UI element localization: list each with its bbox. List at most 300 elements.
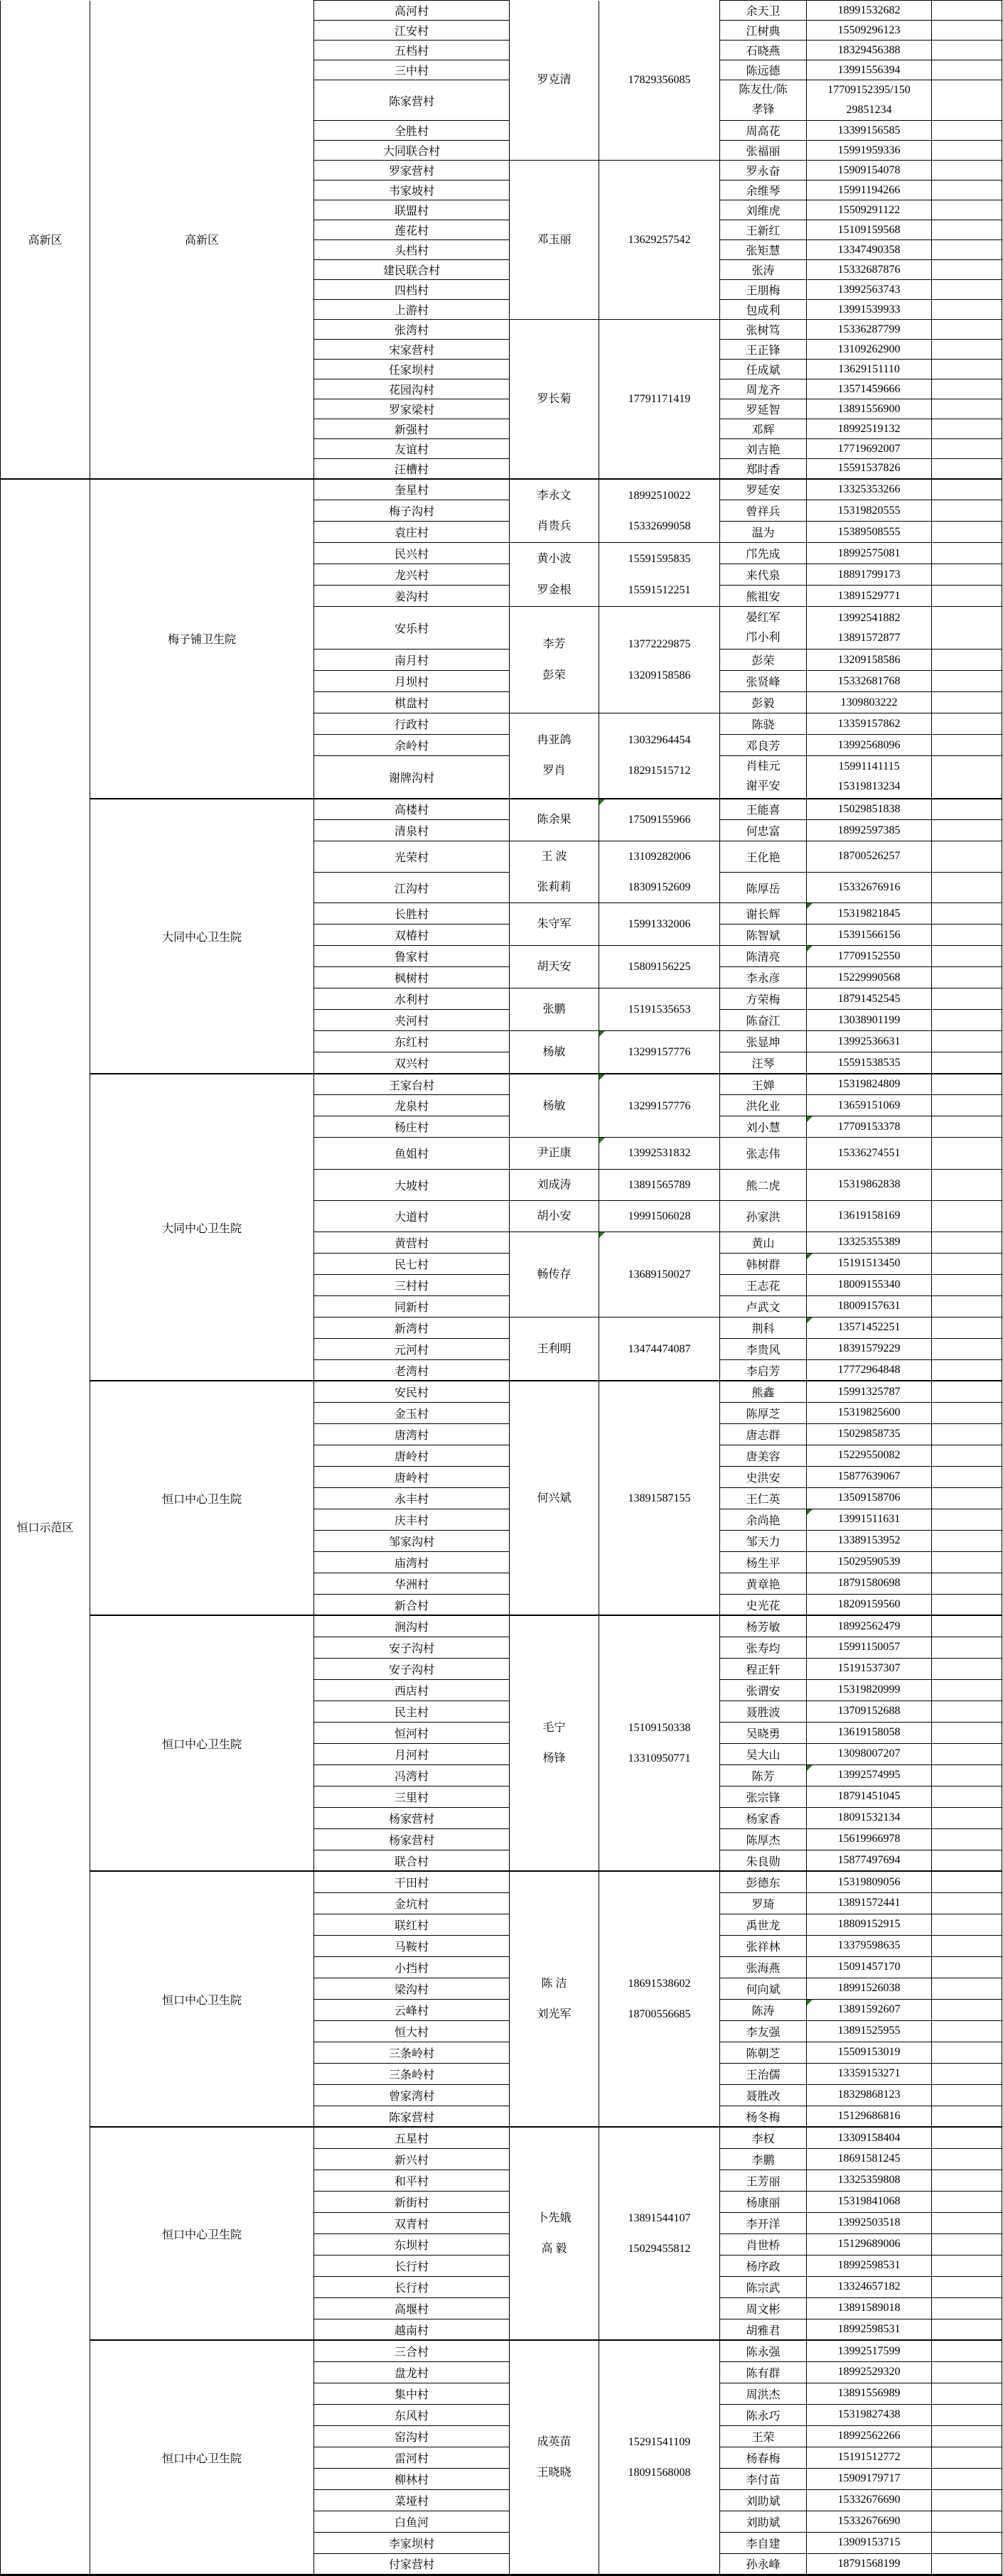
village-cell[interactable]: 宋家营村 — [314, 340, 510, 360]
contact-phone-cell[interactable]: 15319820999 — [807, 1679, 932, 1701]
contact-name-cell[interactable]: 孙永峰 — [720, 2553, 807, 2575]
contact-phone-cell[interactable]: 18991532682 — [807, 1, 932, 21]
empty-cell[interactable] — [932, 240, 1002, 260]
contact-phone-cell[interactable]: 18791452545 — [807, 988, 932, 1010]
lead-phone-cell[interactable] — [599, 2127, 720, 2340]
empty-cell[interactable] — [932, 1999, 1002, 2020]
health-center-cell[interactable]: 恒口中心卫生院 — [90, 2340, 314, 2575]
lead-phone-cell[interactable] — [599, 1074, 720, 1138]
village-cell[interactable]: 余岭村 — [314, 735, 510, 756]
empty-cell[interactable] — [932, 80, 1002, 121]
village-cell[interactable]: 杨家营村 — [314, 1828, 510, 1850]
contact-phone-cell[interactable]: 15391566156 — [807, 925, 932, 946]
contact-phone-cell[interactable]: 18791568199 — [807, 2553, 932, 2575]
contact-name-cell[interactable]: 刘小慧 — [720, 1116, 807, 1138]
contact-phone-cell[interactable] — [807, 756, 932, 799]
contact-phone-cell[interactable]: 15029858735 — [807, 1423, 932, 1445]
contact-name-cell[interactable]: 唐志群 — [720, 1423, 807, 1445]
contact-phone-cell[interactable]: 17709152550 — [807, 946, 932, 967]
village-cell[interactable]: 永丰村 — [314, 1487, 510, 1509]
lead-phone-cell[interactable] — [599, 841, 720, 903]
contact-phone-cell[interactable]: 15319862838 — [807, 1169, 932, 1200]
contact-phone-cell[interactable]: 13891529771 — [807, 586, 932, 607]
empty-cell[interactable] — [932, 1594, 1002, 1615]
village-cell[interactable]: 唐岭村 — [314, 1445, 510, 1466]
contact-name-cell[interactable]: 张福丽 — [720, 141, 807, 161]
contact-name-cell[interactable]: 李付苗 — [720, 2468, 807, 2489]
contact-phone-cell[interactable]: 15336274551 — [807, 1138, 932, 1169]
village-cell[interactable]: 干田村 — [314, 1871, 510, 1892]
empty-cell[interactable] — [932, 1807, 1002, 1828]
contact-phone-cell[interactable] — [807, 80, 932, 121]
contact-phone-cell[interactable]: 13992568096 — [807, 735, 932, 756]
contact-name-cell[interactable]: 陈清亮 — [720, 946, 807, 967]
contact-phone-cell[interactable]: 15319824809 — [807, 1074, 932, 1095]
village-cell[interactable]: 高楼村 — [314, 799, 510, 820]
contact-phone-cell[interactable]: 15091457170 — [807, 1956, 932, 1978]
village-cell[interactable]: 联合村 — [314, 1850, 510, 1871]
empty-cell[interactable] — [932, 1138, 1002, 1169]
contact-name-cell[interactable]: 王荣 — [720, 2425, 807, 2447]
contact-name-cell[interactable]: 罗琦 — [720, 1892, 807, 1914]
village-cell[interactable]: 民主村 — [314, 1701, 510, 1722]
contact-name-cell[interactable]: 王婵 — [720, 1074, 807, 1095]
village-cell[interactable]: 曾家湾村 — [314, 2084, 510, 2106]
lead-contact-cell[interactable] — [510, 2127, 599, 2340]
contact-phone-cell[interactable]: 15191513450 — [807, 1253, 932, 1274]
contact-phone-cell[interactable]: 13509158706 — [807, 1487, 932, 1509]
contact-name-cell[interactable]: 荆科 — [720, 1317, 807, 1338]
empty-cell[interactable] — [932, 260, 1002, 280]
empty-cell[interactable] — [932, 2553, 1002, 2575]
contact-phone-cell[interactable]: 18091532134 — [807, 1807, 932, 1828]
village-cell[interactable]: 罗家梁村 — [314, 399, 510, 419]
contact-name-cell[interactable]: 任成斌 — [720, 360, 807, 379]
village-cell[interactable]: 鲁家村 — [314, 946, 510, 967]
contact-name-cell[interactable]: 方荣梅 — [720, 988, 807, 1010]
village-cell[interactable]: 光荣村 — [314, 841, 510, 873]
village-cell[interactable]: 双椿村 — [314, 925, 510, 946]
contact-phone-cell[interactable]: 13347490358 — [807, 240, 932, 260]
empty-cell[interactable] — [932, 340, 1002, 360]
contact-phone-cell[interactable]: 13991511631 — [807, 1509, 932, 1530]
empty-cell[interactable] — [932, 756, 1002, 799]
contact-phone-cell[interactable]: 18329456388 — [807, 41, 932, 60]
empty-cell[interactable] — [932, 1892, 1002, 1914]
contact-name-cell[interactable]: 吴晓勇 — [720, 1722, 807, 1743]
empty-cell[interactable] — [932, 1786, 1002, 1807]
lead-phone-cell[interactable] — [599, 1615, 720, 1871]
empty-cell[interactable] — [932, 399, 1002, 419]
village-cell[interactable]: 老湾村 — [314, 1359, 510, 1381]
village-cell[interactable]: 任家坝村 — [314, 360, 510, 379]
contact-phone-cell[interactable]: 18992598531 — [807, 2255, 932, 2276]
contact-phone-cell[interactable]: 13379598635 — [807, 1935, 932, 1956]
contact-name-cell[interactable]: 陈朝芝 — [720, 2042, 807, 2063]
village-cell[interactable]: 大坡村 — [314, 1169, 510, 1200]
contact-name-cell[interactable]: 陈厚杰 — [720, 1828, 807, 1850]
empty-cell[interactable] — [932, 360, 1002, 379]
empty-cell[interactable] — [932, 1573, 1002, 1594]
contact-name-cell[interactable] — [720, 80, 807, 121]
empty-cell[interactable] — [932, 522, 1002, 543]
village-cell[interactable]: 集中村 — [314, 2383, 510, 2404]
empty-cell[interactable] — [932, 1200, 1002, 1232]
contact-name-cell[interactable]: 吴大山 — [720, 1743, 807, 1764]
lead-contact-cell[interactable] — [510, 1232, 599, 1317]
empty-cell[interactable] — [932, 2042, 1002, 2063]
contact-name-cell[interactable]: 韩树群 — [720, 1253, 807, 1274]
lead-phone-cell[interactable] — [599, 988, 720, 1031]
village-cell[interactable]: 南月村 — [314, 650, 510, 671]
contact-name-cell[interactable]: 陈宗武 — [720, 2276, 807, 2297]
lead-phone-cell[interactable] — [599, 1871, 720, 2127]
contact-name-cell[interactable]: 卢武文 — [720, 1295, 807, 1317]
empty-cell[interactable] — [932, 735, 1002, 756]
contact-phone-cell[interactable]: 18992529320 — [807, 2361, 932, 2383]
village-cell[interactable]: 花园沟村 — [314, 379, 510, 399]
contact-phone-cell[interactable]: 18700526257 — [807, 841, 932, 873]
contact-name-cell[interactable]: 程正轩 — [720, 1658, 807, 1679]
contact-name-cell[interactable]: 刘吉艳 — [720, 439, 807, 459]
contact-phone-cell[interactable]: 15332676690 — [807, 2511, 932, 2532]
empty-cell[interactable] — [932, 1743, 1002, 1764]
contact-name-cell[interactable]: 王化艳 — [720, 841, 807, 873]
village-cell[interactable]: 元河村 — [314, 1338, 510, 1359]
contact-name-cell[interactable]: 孙家洪 — [720, 1200, 807, 1232]
contact-name-cell[interactable]: 张志伟 — [720, 1138, 807, 1169]
empty-cell[interactable] — [932, 1658, 1002, 1679]
empty-cell[interactable] — [932, 692, 1002, 713]
empty-cell[interactable] — [932, 671, 1002, 692]
contact-name-cell[interactable]: 彭德东 — [720, 1871, 807, 1892]
village-cell[interactable]: 江安村 — [314, 21, 510, 41]
contact-name-cell[interactable]: 李永彦 — [720, 967, 807, 988]
district-cell[interactable]: 恒口示范区 — [1, 479, 90, 2575]
contact-phone-cell[interactable]: 18329868123 — [807, 2084, 932, 2106]
contact-name-cell[interactable] — [720, 607, 807, 650]
empty-cell[interactable] — [932, 1956, 1002, 1978]
village-cell[interactable]: 头档村 — [314, 240, 510, 260]
district-cell[interactable]: 高新区 — [1, 1, 90, 479]
contact-name-cell[interactable]: 陈永强 — [720, 2340, 807, 2361]
contact-name-cell[interactable]: 陈有群 — [720, 2361, 807, 2383]
village-cell[interactable]: 全胜村 — [314, 121, 510, 141]
contact-name-cell[interactable]: 何向斌 — [720, 1978, 807, 1999]
empty-cell[interactable] — [932, 820, 1002, 841]
lead-contact-cell[interactable] — [510, 1615, 599, 1871]
contact-name-cell[interactable]: 郑时香 — [720, 459, 807, 479]
village-cell[interactable]: 上游村 — [314, 300, 510, 320]
empty-cell[interactable] — [932, 1274, 1002, 1295]
empty-cell[interactable] — [932, 1423, 1002, 1445]
village-cell[interactable]: 小挡村 — [314, 1956, 510, 1978]
village-cell[interactable]: 付家营村 — [314, 2553, 510, 2575]
lead-contact-cell[interactable] — [510, 161, 599, 320]
contact-phone-cell[interactable]: 18009157631 — [807, 1295, 932, 1317]
contact-phone-cell[interactable]: 13038901199 — [807, 1010, 932, 1031]
contact-phone-cell[interactable]: 1309803222 — [807, 692, 932, 713]
contact-phone-cell[interactable]: 18691581245 — [807, 2148, 932, 2170]
empty-cell[interactable] — [932, 903, 1002, 925]
contact-phone-cell[interactable]: 18992575081 — [807, 543, 932, 564]
contact-phone-cell[interactable]: 15991194266 — [807, 180, 932, 200]
village-cell[interactable]: 三条岭村 — [314, 2042, 510, 2063]
village-cell[interactable]: 枫树村 — [314, 967, 510, 988]
contact-name-cell[interactable]: 刘助斌 — [720, 2511, 807, 2532]
contact-phone-cell[interactable]: 13991556394 — [807, 60, 932, 80]
empty-cell[interactable] — [932, 439, 1002, 459]
contact-phone-cell[interactable]: 13571452251 — [807, 1317, 932, 1338]
health-center-cell[interactable]: 梅子铺卫生院 — [90, 479, 314, 799]
contact-phone-cell[interactable]: 15191512772 — [807, 2447, 932, 2468]
empty-cell[interactable] — [932, 1615, 1002, 1637]
lead-phone-cell[interactable] — [599, 799, 720, 841]
empty-cell[interactable] — [932, 1095, 1002, 1116]
empty-cell[interactable] — [932, 967, 1002, 988]
contact-phone-cell[interactable]: 13659151069 — [807, 1095, 932, 1116]
contact-name-cell[interactable]: 温为 — [720, 522, 807, 543]
contact-name-cell[interactable]: 朱良勋 — [720, 1850, 807, 1871]
village-cell[interactable]: 雷河村 — [314, 2447, 510, 2468]
lead-phone-cell[interactable] — [599, 1232, 720, 1317]
contact-phone-cell[interactable]: 15129686816 — [807, 2106, 932, 2127]
contact-name-cell[interactable]: 李贵风 — [720, 1338, 807, 1359]
empty-cell[interactable] — [932, 2276, 1002, 2297]
contact-phone-cell[interactable]: 13325359808 — [807, 2170, 932, 2191]
contact-phone-cell[interactable]: 18391579229 — [807, 1338, 932, 1359]
village-cell[interactable]: 四档村 — [314, 280, 510, 300]
village-cell[interactable]: 高河村 — [314, 1, 510, 21]
contact-name-cell[interactable]: 陈智斌 — [720, 925, 807, 946]
contact-phone-cell[interactable]: 15909154078 — [807, 161, 932, 180]
village-cell[interactable]: 杨家营村 — [314, 1807, 510, 1828]
village-cell[interactable]: 云峰村 — [314, 1999, 510, 2020]
empty-cell[interactable] — [932, 2106, 1002, 2127]
contact-name-cell[interactable]: 唐美容 — [720, 1445, 807, 1466]
village-cell[interactable]: 安子沟村 — [314, 1658, 510, 1679]
empty-cell[interactable] — [932, 479, 1002, 500]
contact-phone-cell[interactable]: 15991325787 — [807, 1381, 932, 1402]
contact-name-cell[interactable]: 余维琴 — [720, 180, 807, 200]
contact-phone-cell[interactable]: 13359157862 — [807, 713, 932, 735]
empty-cell[interactable] — [932, 459, 1002, 479]
contact-name-cell[interactable]: 陈骁 — [720, 713, 807, 735]
contact-name-cell[interactable]: 邹天力 — [720, 1530, 807, 1551]
village-cell[interactable]: 安乐村 — [314, 607, 510, 650]
contact-phone-cell[interactable]: 18891799173 — [807, 564, 932, 586]
village-cell[interactable]: 月坝村 — [314, 671, 510, 692]
village-cell[interactable]: 恒河村 — [314, 1722, 510, 1743]
empty-cell[interactable] — [932, 713, 1002, 735]
contact-phone-cell[interactable]: 13891592607 — [807, 1999, 932, 2020]
contact-phone-cell[interactable]: 15229550082 — [807, 1445, 932, 1466]
empty-cell[interactable] — [932, 564, 1002, 586]
village-cell[interactable]: 王家台村 — [314, 1074, 510, 1095]
contact-name-cell[interactable]: 张海燕 — [720, 1956, 807, 1978]
empty-cell[interactable] — [932, 2489, 1002, 2511]
village-cell[interactable]: 李家坝村 — [314, 2532, 510, 2553]
empty-cell[interactable] — [932, 925, 1002, 946]
empty-cell[interactable] — [932, 2468, 1002, 2489]
health-center-cell[interactable]: 大同中心卫生院 — [90, 799, 314, 1074]
empty-cell[interactable] — [932, 419, 1002, 439]
contact-phone-cell[interactable]: 13389153952 — [807, 1530, 932, 1551]
empty-cell[interactable] — [932, 1850, 1002, 1871]
contact-name-cell[interactable]: 余天卫 — [720, 1, 807, 21]
contact-phone-cell[interactable]: 15332687876 — [807, 260, 932, 280]
village-cell[interactable]: 大同联合村 — [314, 141, 510, 161]
contact-phone-cell[interactable]: 13629151110 — [807, 360, 932, 379]
empty-cell[interactable] — [932, 1317, 1002, 1338]
empty-cell[interactable] — [932, 2297, 1002, 2319]
lead-contact-cell[interactable] — [510, 903, 599, 946]
empty-cell[interactable] — [932, 2191, 1002, 2212]
empty-cell[interactable] — [932, 1445, 1002, 1466]
village-cell[interactable]: 三里村 — [314, 1786, 510, 1807]
health-center-cell[interactable]: 高新区 — [90, 1, 314, 479]
contact-phone-cell[interactable]: 13619158058 — [807, 1722, 932, 1743]
contact-phone-cell[interactable]: 13891556900 — [807, 399, 932, 419]
empty-cell[interactable] — [932, 320, 1002, 340]
contact-name-cell[interactable]: 李启芳 — [720, 1359, 807, 1381]
contact-phone-cell[interactable]: 15332676916 — [807, 872, 932, 903]
contact-name-cell[interactable]: 熊鑫 — [720, 1381, 807, 1402]
village-cell[interactable]: 窑沟村 — [314, 2425, 510, 2447]
empty-cell[interactable] — [932, 1381, 1002, 1402]
health-center-cell[interactable]: 恒口中心卫生院 — [90, 1615, 314, 1871]
contact-phone-cell[interactable]: 13399156585 — [807, 121, 932, 141]
contact-phone-cell[interactable]: 15191537307 — [807, 1658, 932, 1679]
lead-phone-cell[interactable] — [599, 1138, 720, 1169]
contact-name-cell[interactable]: 邓辉 — [720, 419, 807, 439]
empty-cell[interactable] — [932, 21, 1002, 41]
empty-cell[interactable] — [932, 799, 1002, 820]
village-cell[interactable]: 五档村 — [314, 41, 510, 60]
contact-name-cell[interactable]: 黄山 — [720, 1232, 807, 1253]
empty-cell[interactable] — [932, 1914, 1002, 1935]
contact-name-cell[interactable]: 刘维虎 — [720, 200, 807, 220]
contact-name-cell[interactable]: 王治儒 — [720, 2063, 807, 2084]
lead-contact-cell[interactable] — [510, 1871, 599, 2127]
village-cell[interactable]: 三村村 — [314, 1274, 510, 1295]
village-cell[interactable]: 友谊村 — [314, 439, 510, 459]
village-cell[interactable]: 庙湾村 — [314, 1551, 510, 1573]
contact-phone-cell[interactable]: 15029851838 — [807, 799, 932, 820]
village-cell[interactable]: 白鱼河 — [314, 2511, 510, 2532]
contact-phone-cell[interactable]: 13992536631 — [807, 1031, 932, 1052]
lead-contact-cell[interactable] — [510, 1317, 599, 1381]
contact-name-cell[interactable]: 杨冬梅 — [720, 2106, 807, 2127]
lead-contact-cell[interactable] — [510, 1169, 599, 1200]
contact-name-cell[interactable]: 张祥林 — [720, 1935, 807, 1956]
village-cell[interactable]: 新合村 — [314, 1594, 510, 1615]
empty-cell[interactable] — [932, 543, 1002, 564]
empty-cell[interactable] — [932, 586, 1002, 607]
village-cell[interactable]: 同新村 — [314, 1295, 510, 1317]
village-cell[interactable]: 高堰村 — [314, 2297, 510, 2319]
lead-contact-cell[interactable] — [510, 1138, 599, 1169]
empty-cell[interactable] — [932, 121, 1002, 141]
contact-name-cell[interactable]: 周洪杰 — [720, 2383, 807, 2404]
contact-name-cell[interactable]: 周高花 — [720, 121, 807, 141]
empty-cell[interactable] — [932, 1764, 1002, 1786]
empty-cell[interactable] — [932, 1253, 1002, 1274]
contact-phone-cell[interactable]: 13909153715 — [807, 2532, 932, 2553]
empty-cell[interactable] — [932, 280, 1002, 300]
empty-cell[interactable] — [932, 2148, 1002, 2170]
empty-cell[interactable] — [932, 1116, 1002, 1138]
contact-phone-cell[interactable]: 13891525955 — [807, 2020, 932, 2042]
village-cell[interactable]: 梁沟村 — [314, 1978, 510, 1999]
lead-phone-cell[interactable] — [599, 713, 720, 799]
contact-name-cell[interactable]: 江树典 — [720, 21, 807, 41]
contact-name-cell[interactable]: 彭毅 — [720, 692, 807, 713]
village-cell[interactable]: 夹河村 — [314, 1010, 510, 1031]
health-center-cell[interactable]: 恒口中心卫生院 — [90, 1871, 314, 2127]
lead-contact-cell[interactable] — [510, 713, 599, 799]
contact-name-cell[interactable]: 张宗锋 — [720, 1786, 807, 1807]
empty-cell[interactable] — [932, 2063, 1002, 2084]
empty-cell[interactable] — [932, 1828, 1002, 1850]
contact-name-cell[interactable]: 熊祖安 — [720, 586, 807, 607]
contact-phone-cell[interactable]: 18992562266 — [807, 2425, 932, 2447]
empty-cell[interactable] — [932, 2084, 1002, 2106]
empty-cell[interactable] — [932, 2170, 1002, 2191]
contact-phone-cell[interactable]: 13309158404 — [807, 2127, 932, 2148]
village-cell[interactable]: 长胜村 — [314, 903, 510, 925]
lead-phone-cell[interactable] — [599, 2340, 720, 2575]
empty-cell[interactable] — [932, 1637, 1002, 1658]
contact-name-cell[interactable]: 周龙齐 — [720, 379, 807, 399]
contact-name-cell[interactable]: 杨序政 — [720, 2255, 807, 2276]
contact-phone-cell[interactable]: 15129689006 — [807, 2233, 932, 2255]
contact-phone-cell[interactable]: 15389508555 — [807, 522, 932, 543]
lead-phone-cell[interactable] — [599, 543, 720, 607]
contact-phone-cell[interactable]: 15509296123 — [807, 21, 932, 41]
contact-name-cell[interactable]: 史洪安 — [720, 1466, 807, 1487]
contact-name-cell[interactable]: 谢长辉 — [720, 903, 807, 925]
village-cell[interactable]: 联红村 — [314, 1914, 510, 1935]
contact-phone-cell[interactable]: 13891572441 — [807, 1892, 932, 1914]
contact-phone-cell[interactable]: 15319841068 — [807, 2191, 932, 2212]
lead-contact-cell[interactable] — [510, 1031, 599, 1074]
lead-contact-cell[interactable] — [510, 2340, 599, 2575]
lead-contact-cell[interactable] — [510, 946, 599, 988]
contact-name-cell[interactable]: 陈厚芝 — [720, 1402, 807, 1423]
contact-phone-cell[interactable]: 18809152915 — [807, 1914, 932, 1935]
lead-contact-cell[interactable] — [510, 1, 599, 161]
contact-phone-cell[interactable]: 15877639067 — [807, 1466, 932, 1487]
village-cell[interactable]: 汪槽村 — [314, 459, 510, 479]
lead-phone-cell[interactable] — [599, 1381, 720, 1615]
village-cell[interactable]: 双青村 — [314, 2212, 510, 2233]
village-cell[interactable]: 邹家沟村 — [314, 1530, 510, 1551]
village-cell[interactable]: 三中村 — [314, 60, 510, 80]
contact-name-cell[interactable]: 陈远德 — [720, 60, 807, 80]
empty-cell[interactable] — [932, 1487, 1002, 1509]
empty-cell[interactable] — [932, 161, 1002, 180]
empty-cell[interactable] — [932, 200, 1002, 220]
contact-phone-cell[interactable]: 15319821845 — [807, 903, 932, 925]
village-cell[interactable]: 江沟村 — [314, 872, 510, 903]
empty-cell[interactable] — [932, 1359, 1002, 1381]
lead-contact-cell[interactable] — [510, 1200, 599, 1232]
village-cell[interactable]: 金坑村 — [314, 1892, 510, 1914]
contact-phone-cell[interactable]: 13991539933 — [807, 300, 932, 320]
village-cell[interactable]: 恒大村 — [314, 2020, 510, 2042]
village-cell[interactable]: 庆丰村 — [314, 1509, 510, 1530]
